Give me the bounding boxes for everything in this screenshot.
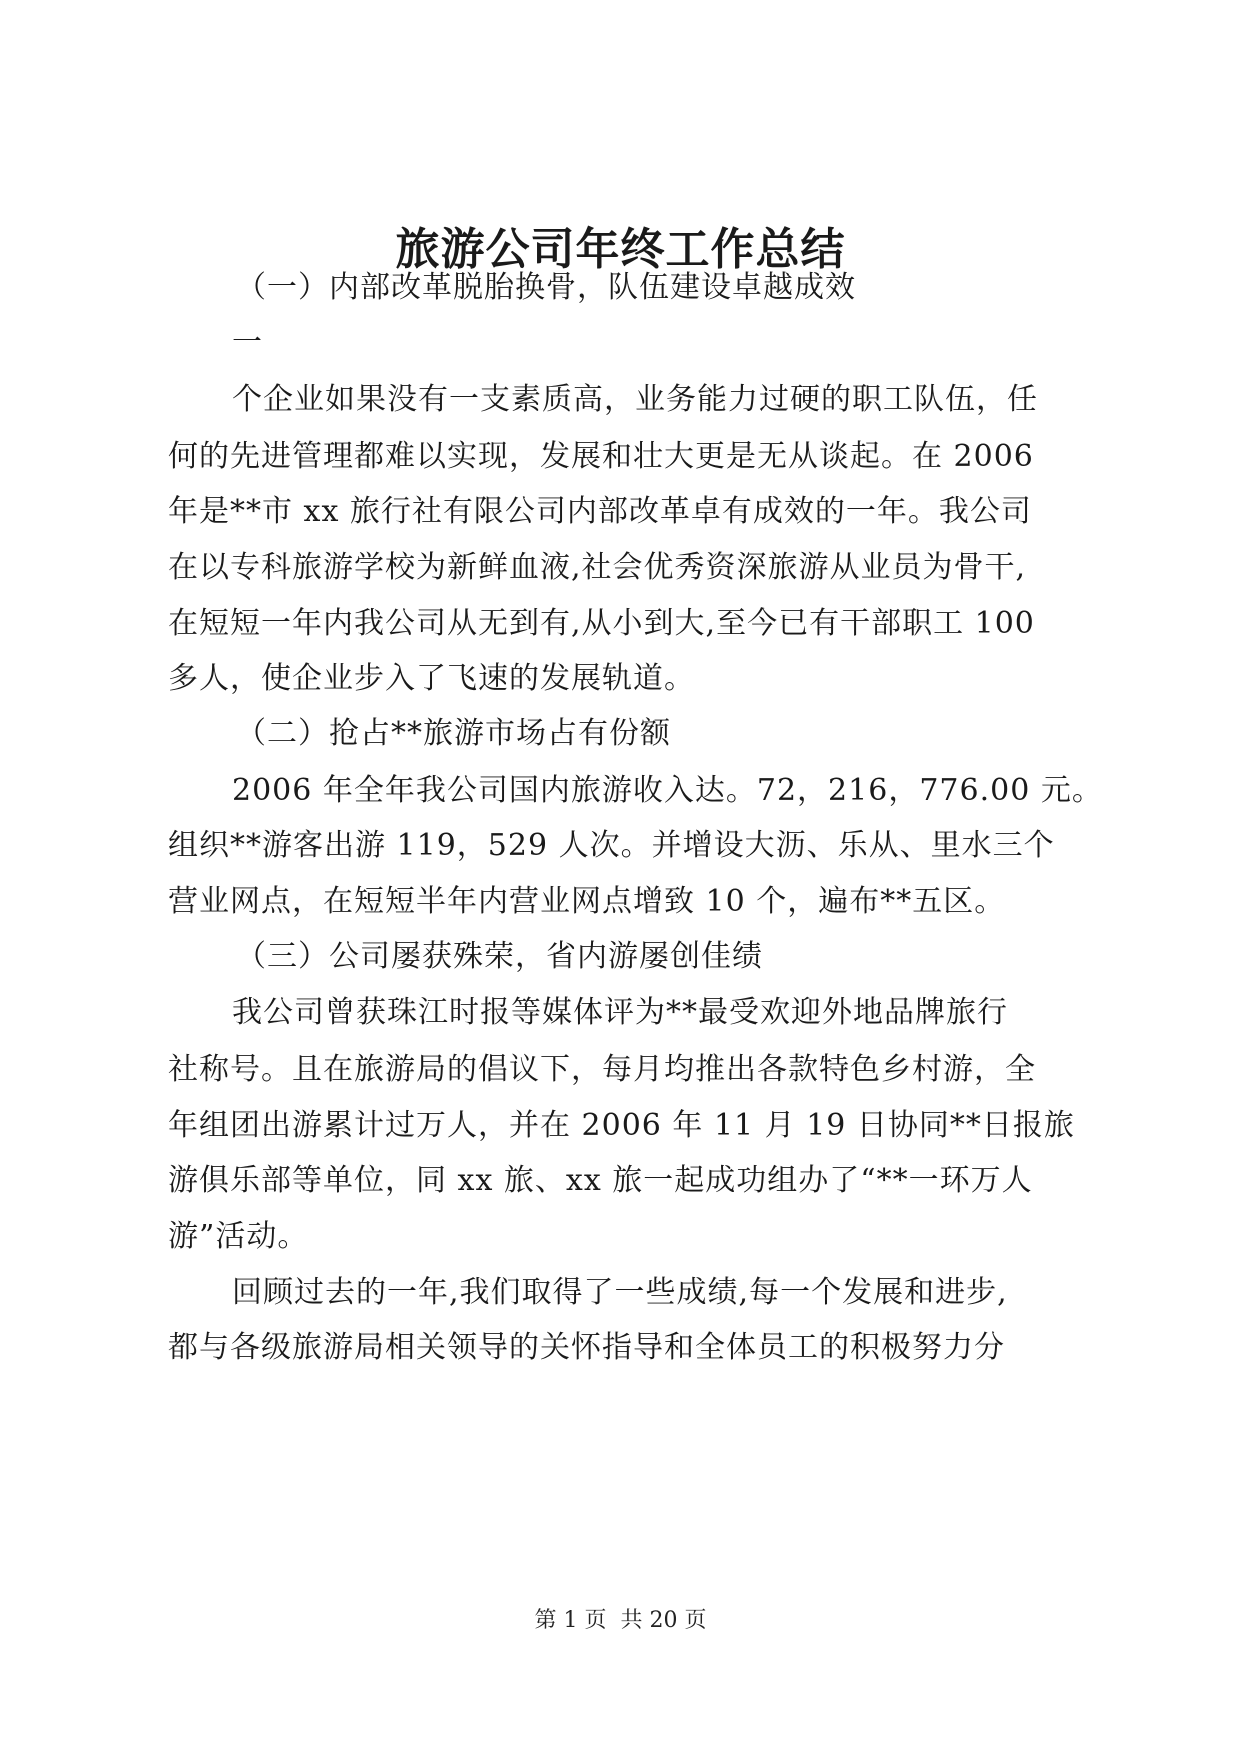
paragraph-line: 何的先进管理都难以实现，发展和壮大更是无从谈起。在 2006 bbox=[168, 439, 1034, 474]
paragraph-line: 回顾过去的一年,我们取得了一些成绩,每一个发展和进步, bbox=[232, 1275, 1008, 1310]
paragraph-line: 都与各级旅游局相关领导的关怀指导和全体员工的积极努力分 bbox=[168, 1330, 1005, 1365]
section-heading-1: （一）内部改革脱胎换骨，队伍建设卓越成效 bbox=[236, 270, 856, 305]
paragraph-line: 2006 年全年我公司国内旅游收入达。72，216，776.00 元。 bbox=[232, 773, 1103, 808]
paragraph-line: 游俱乐部等单位，同 xx 旅、xx 旅一起成功组办了“**一环万人 bbox=[168, 1163, 1033, 1198]
paragraph-line: 在以专科旅游学校为新鲜血液,社会优秀资深旅游从业员为骨干, bbox=[168, 550, 1027, 585]
paragraph-line: 个企业如果没有一支素质高，业务能力过硬的职工队伍，任 bbox=[232, 382, 1038, 417]
paragraph-line: 营业网点，在短短半年内营业网点增致 10 个，遍布**五区。 bbox=[168, 884, 1006, 919]
section-1-orphan-char: 一 bbox=[232, 325, 263, 360]
page-number: 第 1 页 bbox=[534, 1608, 607, 1633]
paragraph-line: 在短短一年内我公司从无到有,从小到大,至今已有干部职工 100 bbox=[168, 606, 1035, 641]
document-title: 旅游公司年终工作总结 bbox=[395, 224, 846, 275]
paragraph-line: 我公司曾获珠江时报等媒体评为**最受欢迎外地品牌旅行 bbox=[232, 995, 1008, 1030]
paragraph-line: 游”活动。 bbox=[168, 1219, 309, 1254]
paragraph-line: 多人，使企业步入了飞速的发展轨道。 bbox=[168, 661, 695, 696]
paragraph-line: 年是**市 xx 旅行社有限公司内部改革卓有成效的一年。我公司 bbox=[168, 494, 1032, 529]
page-footer bbox=[0, 1606, 1241, 1636]
page-total: 共 20 页 bbox=[620, 1608, 707, 1633]
paragraph-line: 组织**游客出游 119，529 人次。并增设大沥、乐从、里水三个 bbox=[168, 828, 1055, 863]
section-heading-2: （二）抢占**旅游市场占有份额 bbox=[236, 716, 671, 751]
section-heading-3: （三）公司屡获殊荣，省内游屡创佳绩 bbox=[236, 939, 763, 974]
paragraph-line: 年组团出游累计过万人，并在 2006 年 11 月 19 日协同**日报旅 bbox=[168, 1108, 1075, 1143]
paragraph-line: 社称号。且在旅游局的倡议下，每月均推出各款特色乡村游，全 bbox=[168, 1052, 1036, 1087]
